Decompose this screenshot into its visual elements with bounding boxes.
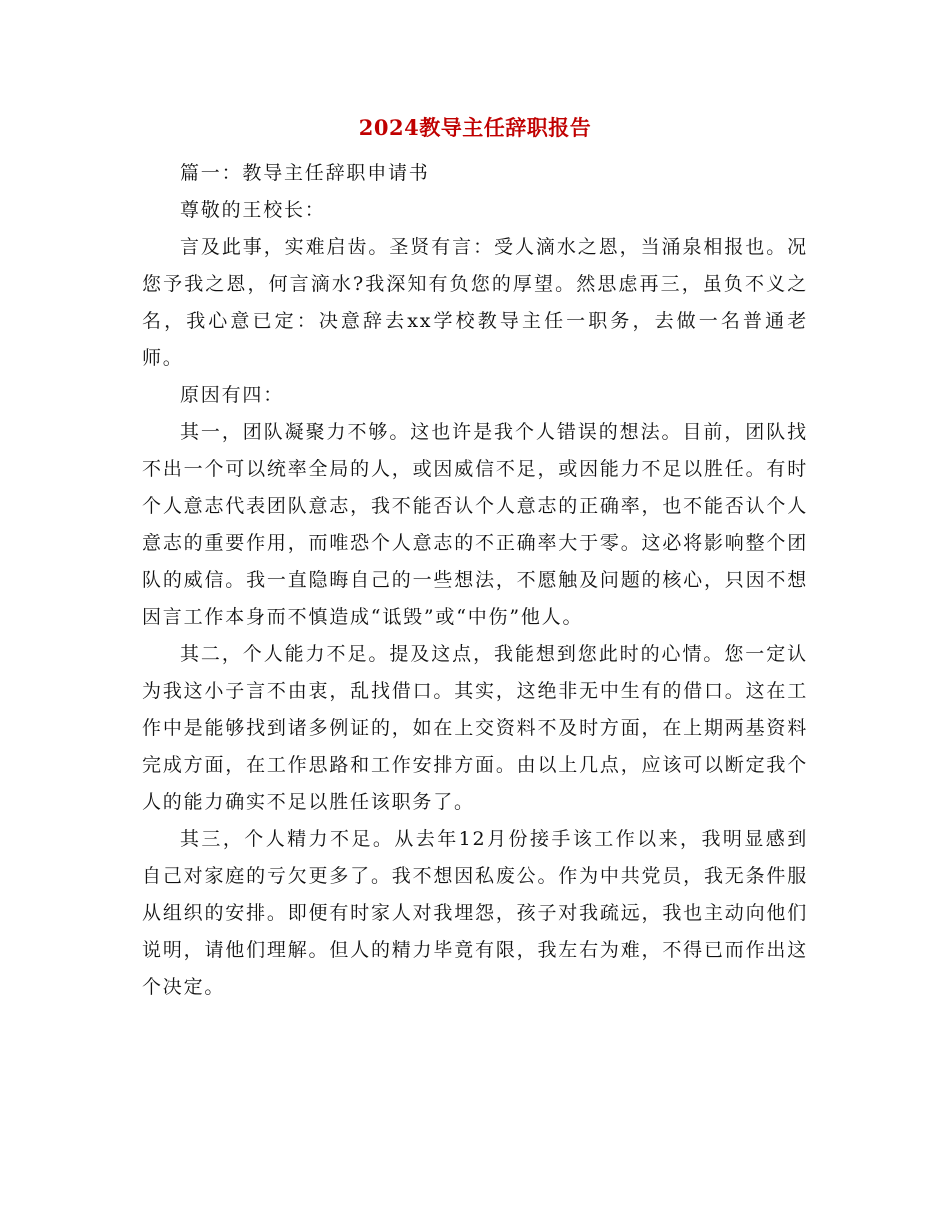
paragraph-intro: 言及此事，实难启齿。圣贤有言：受人滴水之恩，当涌泉相报也。况您予我之恩，何言滴水?我深知有负您的厚望。然思虑再三，虽负不义之名，我心意已定：决意辞去xx学校教导主任一职务，去做一名普通老师。: [142, 236, 808, 369]
paragraph-reason-one: 其一，团队凝聚力不够。这也许是我个人错误的想法。目前，团队找不出一个可以统率全局的人，或因威信不足，或因能力不足以胜任。有时个人意志代表团队意志，我不能否认个人意志的正确率，也不能否认个人意志的重要作用，而唯恐个人意志的不正确率大于零。这必将影响整个团队的威信。我一直隐晦自己的一些想法，不愿触及问题的核心，只因不想因言工作本身而不慎造成“诋毁”或“中伤”他人。: [142, 421, 808, 628]
paragraph-salutation: 尊敬的王校长：: [180, 199, 326, 221]
document-body: [142, 155, 808, 1006]
paragraph-reason-two: 其二，个人能力不足。提及这点，我能想到您此时的心情。您一定认为我这小子言不由衷，乱找借口。其实，这绝非无中生有的借口。这在工作中是能够找到诸多例证的，如在上交资料不及时方面，在上期两基资料完成方面，在工作思路和工作安排方面。由以上几点，应该可以断定我个人的能力确实不足以胜任该职务了。: [142, 643, 808, 813]
paragraph-heading: 篇一：教导主任辞职申请书: [180, 162, 430, 184]
paragraph-reasons-lead: 原因有四：: [180, 384, 285, 406]
paragraph-reason-three: 其三，个人精力不足。从去年12月份接手该工作以来，我明显感到自己对家庭的亏欠更多了。我不想因私废公。作为中共党员，我无条件服从组织的安排。即便有时家人对我埋怨，孩子对我疏远，我也主动向他们说明，请他们理解。但人的精力毕竟有限，我左右为难，不得已而作出这个决定。: [142, 828, 808, 998]
document-title: 2024教导主任辞职报告: [358, 115, 592, 140]
